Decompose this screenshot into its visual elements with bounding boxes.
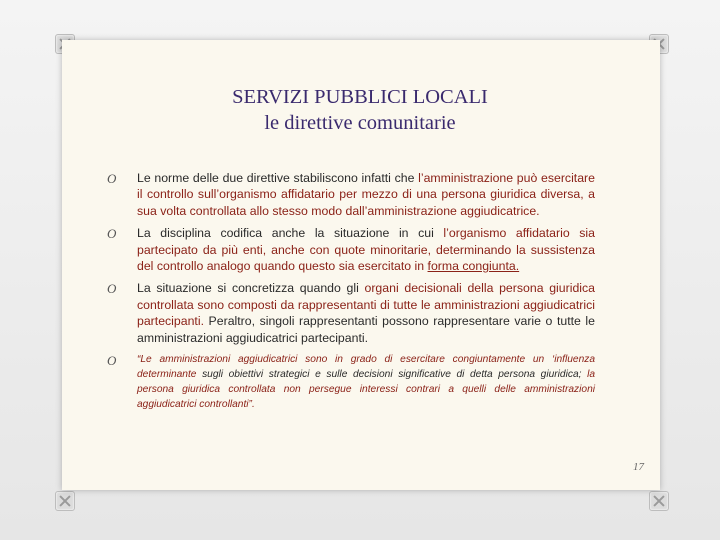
slide-title bbox=[0, 84, 720, 136]
bullet-1-highlight: l’amministrazione può esercitare il controllo sull’organismo affidatario per mezzo di una persona giuridica diversa, a sua volta controllata allo stesso modo dall’amministrazione aggiudicatrice. bbox=[137, 171, 595, 218]
bullet-1-text: Le norme delle due direttive stabiliscono infatti che bbox=[137, 171, 419, 185]
pin-bottom-right-icon bbox=[649, 491, 669, 511]
bullet-3-highlight: organi decisionali della persona giuridica controllata sono composti da rappresentanti di tutte le amministrazioni aggiudicatrici partecipanti. bbox=[137, 281, 596, 329]
bullet-4-text: sugli obiettivi strategici e sulle decisioni significative di detta persona giuridica; bbox=[196, 369, 588, 381]
bullet-marker-icon: O bbox=[107, 281, 117, 297]
bullet-item-3 bbox=[107, 280, 596, 346]
pin-bottom-left-icon bbox=[55, 491, 75, 511]
bullet-2-highlight: l’organismo affidatario sia partecipato da più enti, anche con quote minoritarie, determinando la sussistenza del controllo analogo quando questo sia esercitato in bbox=[137, 226, 595, 274]
page-number: 17 bbox=[633, 461, 644, 473]
bullet-marker-icon: O bbox=[107, 226, 117, 242]
bullet-3-text-2: Peraltro, singoli rappresentanti possono rappresentare varie o tutte le amministrazioni aggiudicatrici partecipanti. bbox=[137, 314, 595, 345]
bullet-item-1 bbox=[107, 170, 595, 219]
bullet-text-4 bbox=[137, 352, 595, 412]
bullet-text-3 bbox=[137, 280, 595, 346]
bullet-text-1 bbox=[137, 170, 595, 219]
bullet-marker-icon: O bbox=[107, 353, 117, 369]
bullet-2-text: La disciplina codifica anche la situazione in cui bbox=[137, 226, 444, 241]
bullet-3-text: La situazione si concretizza quando gli bbox=[137, 281, 365, 296]
bullet-text-2 bbox=[137, 225, 595, 274]
bullet-4-highlight: “Le amministrazioni aggiudicatrici sono in grado di esercitare congiuntamente un ‘influenza determinante bbox=[137, 354, 595, 381]
title-line-2: le direttive comunitarie bbox=[264, 112, 456, 134]
bullet-item-4 bbox=[107, 352, 595, 412]
bullet-list bbox=[107, 170, 596, 418]
bullet-item-2 bbox=[107, 225, 595, 274]
title-line-1: SERVIZI PUBBLICI LOCALI bbox=[232, 86, 488, 108]
bullet-marker-icon: O bbox=[107, 171, 117, 186]
bullet-2-underlined: forma congiunta. bbox=[427, 259, 520, 274]
bullet-4-highlight-2: la persona giuridica controllata non persegue interessi contrari a quelli delle amministrazioni aggiudicatrici controllanti”. bbox=[137, 369, 595, 411]
